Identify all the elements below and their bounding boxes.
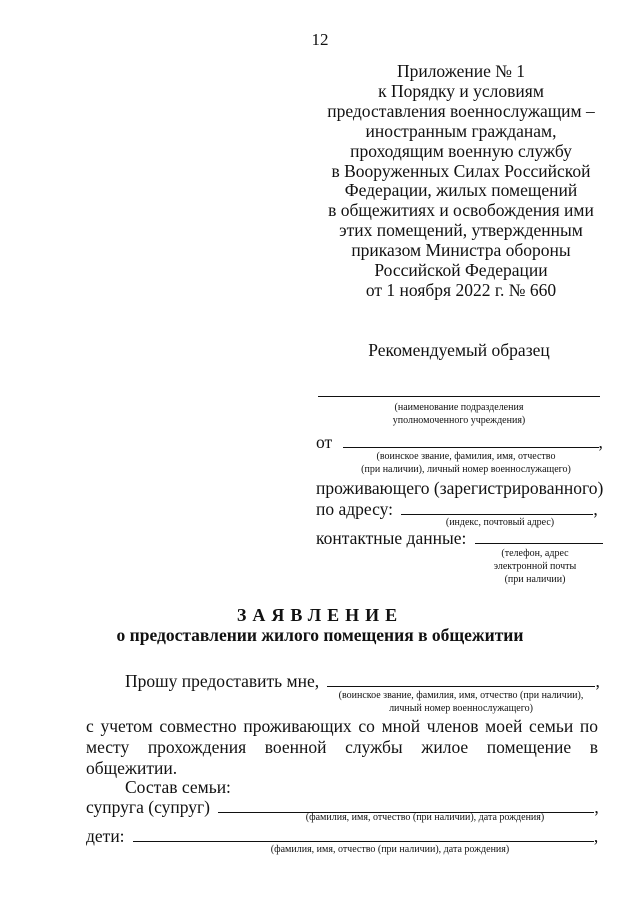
request-paragraph: с учетом совместно проживающих со мной членов моей семьи по месту прохождения военной службы жилое помещение в общежитии. xyxy=(86,716,598,778)
comma: , xyxy=(595,671,600,691)
comma: , xyxy=(594,797,599,817)
contacts-label: контактные данные: xyxy=(316,528,467,548)
appendix-line: предоставления военнослужащим – xyxy=(327,100,595,121)
address-hint: (индекс, почтовый адрес) xyxy=(445,517,555,528)
request-label: Прошу предоставить мне, xyxy=(125,671,320,691)
request-hint xyxy=(322,689,600,715)
from-label: от xyxy=(316,432,333,452)
hint-line: уполномоченного учреждения) xyxy=(392,415,526,426)
appendix-line: к Порядку и условиям xyxy=(378,80,544,101)
contacts-field xyxy=(475,543,603,544)
request-field xyxy=(327,686,595,687)
children-field xyxy=(133,841,594,842)
document-subtitle: о предоставлении жилого помещения в общежитии xyxy=(116,625,524,645)
address-label: по адресу: xyxy=(316,499,394,519)
appendix-line: Российской Федерации xyxy=(374,260,548,281)
recommended-sample-label: Рекомендуемый образец xyxy=(368,340,550,360)
hint-line: (при наличии), личный номер военнослужащего) xyxy=(361,464,571,475)
contacts-row xyxy=(316,528,603,549)
appendix-line: Приложение № 1 xyxy=(396,61,526,81)
children-label: дети: xyxy=(86,826,125,846)
comma: , xyxy=(598,432,603,452)
hint-line: (наименование подразделения xyxy=(394,402,524,413)
comma: , xyxy=(593,499,598,519)
from-hint xyxy=(336,450,596,476)
appendix-line: этих помещений, утвержденным xyxy=(339,220,583,241)
from-field xyxy=(343,447,599,448)
hint-line: (телефон, адрес xyxy=(501,548,569,559)
address-field xyxy=(401,514,593,515)
living-label: проживающего (зарегистрированного) xyxy=(316,478,604,498)
appendix-line: Федерации, жилых помещений xyxy=(344,180,578,201)
hint-line: (при наличии) xyxy=(504,574,566,585)
hint-line: личный номер военнослужащего) xyxy=(389,703,533,714)
appendix-line: проходящим военную службу xyxy=(350,140,572,161)
page-number: 12 xyxy=(311,30,329,49)
children-hint: (фамилия, имя, отчество (при наличии), дата рождения) xyxy=(270,844,510,855)
comma: , xyxy=(593,826,599,846)
hint-line: электронной почты xyxy=(493,561,577,572)
document-title: ЗАЯВЛЕНИЕ xyxy=(236,605,404,625)
appendix-line: в Вооруженных Силах Российской xyxy=(331,160,591,181)
appendix-line: от 1 ноября 2022 г. № 660 xyxy=(365,279,557,300)
appendix-line: приказом Министра обороны xyxy=(351,240,571,261)
unit-name-field xyxy=(318,396,600,397)
hint-line: (воинское звание, фамилия, имя, отчество (при наличии), xyxy=(338,690,584,701)
family-label: Состав семьи: xyxy=(125,777,231,797)
unit-name-hint xyxy=(318,401,600,427)
hint-line: (воинское звание, фамилия, имя, отчество xyxy=(376,451,556,462)
spouse-hint: (фамилия, имя, отчество (при наличии), дата рождения) xyxy=(305,812,545,823)
appendix-line: иностранным гражданам, xyxy=(365,120,557,141)
spouse-label: супруга (супруг) xyxy=(86,797,210,817)
appendix-line: в общежитиях и освобождения ими xyxy=(328,200,594,221)
contacts-hint xyxy=(470,547,600,586)
appendix-block xyxy=(320,62,602,301)
